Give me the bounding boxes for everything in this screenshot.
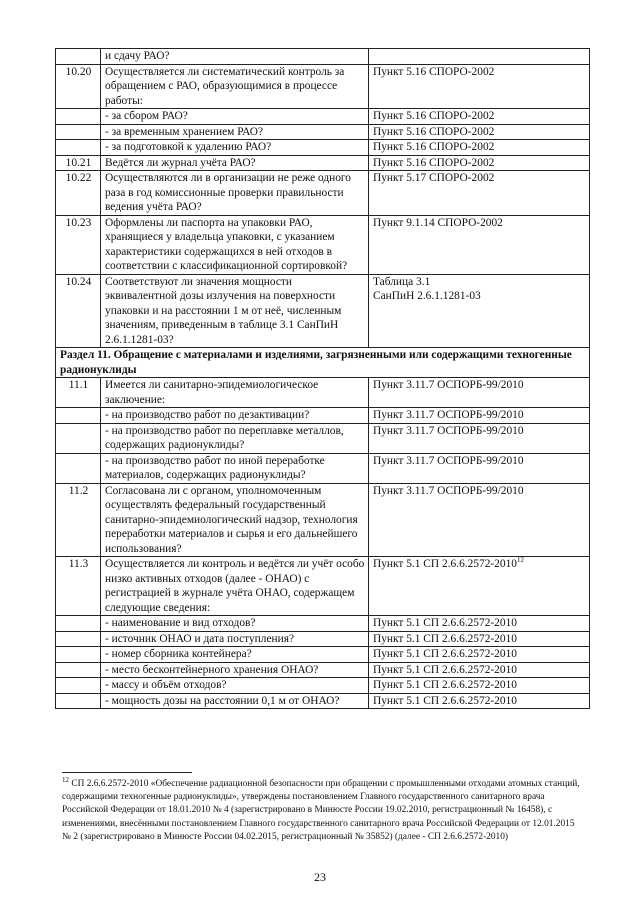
reference-text-2: СанПиН 2.6.1.1281-03 xyxy=(373,290,481,302)
reference-text: Пункт 9.1.14 СПОРО-2002 xyxy=(369,215,590,274)
reference-text: Пункт 5.16 СПОРО-2002 xyxy=(369,64,590,109)
reference-text: Пункт 3.11.7 ОСПОРБ-99/2010 xyxy=(369,453,590,483)
table-row xyxy=(56,453,590,483)
reference-text: Пункт 3.11.7 ОСПОРБ-99/2010 xyxy=(369,378,590,408)
section-heading: Раздел 11. Обращение с материалами и изделиями, загрязненными или содержащими техногенные радионуклиды xyxy=(56,348,590,378)
table-row xyxy=(56,423,590,453)
question-text: Имеется ли санитарно-эпидемиологическое заключение: xyxy=(101,378,369,408)
item-number: 10.22 xyxy=(56,171,101,216)
question-text: Согласована ли с органом, уполномоченным осуществлять федеральный государственный санитарно-эпидемиологический надзор, технология переработки материалов и сырья и его дальнейшего использования? xyxy=(101,483,369,557)
table-row xyxy=(56,124,590,140)
footnote-divider xyxy=(62,772,192,773)
item-number xyxy=(56,631,101,647)
question-text: - мощность дозы на расстоянии 0,1 м от ОНАО? xyxy=(101,693,369,709)
item-number xyxy=(56,124,101,140)
reference-text: Пункт 5.1 СП 2.6.6.2572-2010 xyxy=(373,558,517,570)
item-number xyxy=(56,678,101,694)
table-row xyxy=(56,408,590,424)
question-text: Соответствуют ли значения мощности эквивалентной дозы излучения на поверхности упаковки и на расстоянии 1 м от неё, численным значениям, приведенным в таблице 3.1 СанПиН 2.6.1.1281-03? xyxy=(101,274,369,348)
table-row xyxy=(56,631,590,647)
reference-text: Таблица 3.1 xyxy=(373,275,431,288)
page-number: 23 xyxy=(314,870,326,884)
footnote-mark: 12 xyxy=(62,775,69,784)
reference-text: Пункт 5.1 СП 2.6.6.2572-2010 xyxy=(369,631,590,647)
section-row xyxy=(56,348,590,378)
table-row xyxy=(56,693,590,709)
reference-text: Пункт 3.11.7 ОСПОРБ-99/2010 xyxy=(369,408,590,424)
question-text: Ведётся ли журнал учёта РАО? xyxy=(101,155,369,171)
reference-text: Пункт 5.17 СПОРО-2002 xyxy=(369,171,590,216)
table-row xyxy=(56,557,590,616)
reference-text: Пункт 5.1 СП 2.6.6.2572-2010 xyxy=(369,693,590,709)
reference-text: Пункт 3.11.7 ОСПОРБ-99/2010 xyxy=(369,483,590,557)
reference-text: Пункт 5.16 СПОРО-2002 xyxy=(369,155,590,171)
reference-text: Пункт 5.16 СПОРО-2002 xyxy=(369,109,590,125)
checklist-table xyxy=(55,48,590,709)
item-number xyxy=(56,453,101,483)
table-row xyxy=(56,616,590,632)
item-number: 11.2 xyxy=(56,483,101,557)
item-number: 11.1 xyxy=(56,378,101,408)
table-row xyxy=(56,109,590,125)
reference-text: Пункт 5.1 СП 2.6.6.2572-2010 xyxy=(369,616,590,632)
item-number: 10.24 xyxy=(56,274,101,348)
item-number: 10.21 xyxy=(56,155,101,171)
reference-text: Пункт 5.1 СП 2.6.6.2572-2010 xyxy=(369,647,590,663)
item-number xyxy=(56,49,101,65)
question-text: и сдачу РАО? xyxy=(101,49,369,65)
reference-cell xyxy=(369,274,590,348)
table-row xyxy=(56,662,590,678)
item-number xyxy=(56,109,101,125)
item-number xyxy=(56,408,101,424)
reference-text: Пункт 5.16 СПОРО-2002 xyxy=(369,124,590,140)
question-text: - за временным хранением РАО? xyxy=(101,124,369,140)
item-number xyxy=(56,662,101,678)
item-number xyxy=(56,693,101,709)
footnote-marker[interactable]: 12 xyxy=(516,556,524,565)
item-number xyxy=(56,647,101,663)
question-text: - на производство работ по иной переработке материалов, содержащих радионуклиды? xyxy=(101,453,369,483)
question-text: - за подготовкой к удалению РАО? xyxy=(101,140,369,156)
footnote xyxy=(62,775,580,844)
reference-text: Пункт 5.1 СП 2.6.6.2572-2010 xyxy=(369,678,590,694)
table-row xyxy=(56,678,590,694)
item-number xyxy=(56,140,101,156)
reference-text: Пункт 3.11.7 ОСПОРБ-99/2010 xyxy=(369,423,590,453)
question-text: - на производство работ по переплавке металлов, содержащих радионуклиды? xyxy=(101,423,369,453)
table-row xyxy=(56,215,590,274)
question-text: Осуществляются ли в организации не реже одного раза в год комиссионные проверки правильности ведения учёта РАО? xyxy=(101,171,369,216)
item-number: 10.23 xyxy=(56,215,101,274)
question-text: - массу и объём отходов? xyxy=(101,678,369,694)
item-number: 11.3 xyxy=(56,557,101,616)
question-text: - номер сборника контейнера? xyxy=(101,647,369,663)
item-number xyxy=(56,616,101,632)
reference-cell xyxy=(369,557,590,616)
item-number xyxy=(56,423,101,453)
table-row xyxy=(56,140,590,156)
question-text: - за сбором РАО? xyxy=(101,109,369,125)
question-text: Оформлены ли паспорта на упаковки РАО, хранящиеся у владельца упаковки, с указанием характеристики содержащихся в ней отходов в соответствии с классификационной сортировкой? xyxy=(101,215,369,274)
question-text: Осуществляется ли контроль и ведётся ли учёт особо низко активных отходов (далее - ОНАО) с регистрацией в журнале учёта ОНАО, содержащем следующие сведения: xyxy=(101,557,369,616)
question-text: - источник ОНАО и дата поступления? xyxy=(101,631,369,647)
table-row xyxy=(56,155,590,171)
reference-text xyxy=(369,49,590,65)
table-row xyxy=(56,64,590,109)
question-text: - на производство работ по дезактивации? xyxy=(101,408,369,424)
table-row xyxy=(56,274,590,348)
reference-text: Пункт 5.1 СП 2.6.6.2572-2010 xyxy=(369,662,590,678)
table-row xyxy=(56,171,590,216)
table-row xyxy=(56,483,590,557)
table-row xyxy=(56,49,590,65)
reference-text: Пункт 5.16 СПОРО-2002 xyxy=(369,140,590,156)
question-text: - место бесконтейнерного хранения ОНАО? xyxy=(101,662,369,678)
table-row xyxy=(56,378,590,408)
question-text: - наименование и вид отходов? xyxy=(101,616,369,632)
footnote-text: СП 2.6.6.2572-2010 «Обеспечение радиационной безопасности при обращении с промышленными отходами атомных станций, содержащими техногенные радионуклиды», утверждены постановлением Главного государственного санитарного врача Российской Федерации от 18.01.2010 № 4 (зарегистрировано в Минюсте России 19.02.2010, регистрационный № 16458), с изменениями, внесёнными постановлением Главного государственного санитарного врача Российской Федерации от 12.01.2015 № 2 (зарегистрировано в Минюсте России 04.02.2015, регистрационный № 35852) (далее - СП 2.6.6.2572-2010) xyxy=(62,779,580,842)
item-number: 10.20 xyxy=(56,64,101,109)
table-row xyxy=(56,647,590,663)
question-text: Осуществляется ли систематический контроль за обращением с РАО, образующимися в процессе работы: xyxy=(101,64,369,109)
